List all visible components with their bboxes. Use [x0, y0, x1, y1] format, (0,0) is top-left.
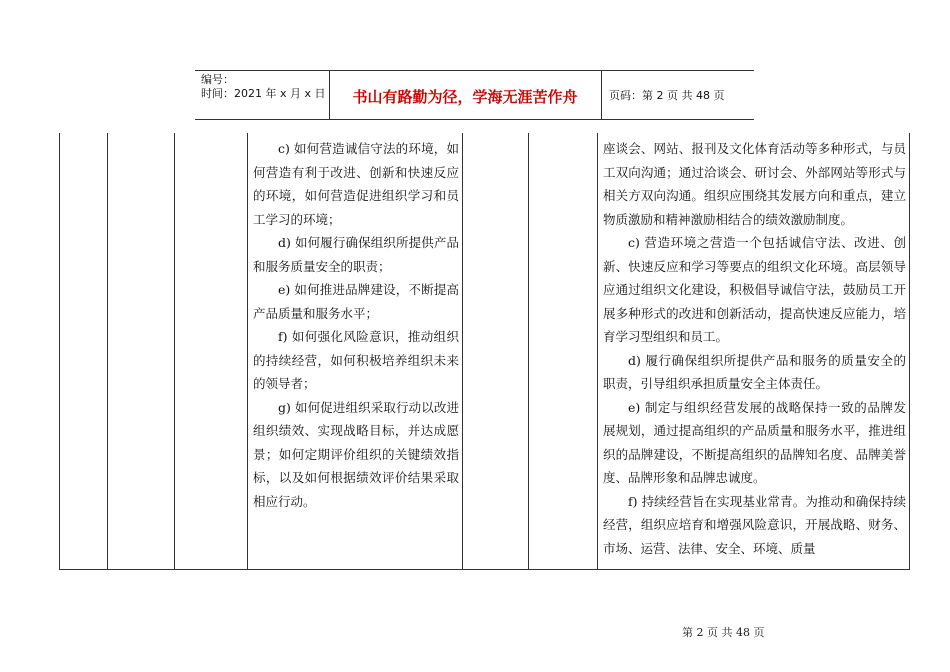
table-column-divider: [462, 133, 463, 569]
explanation-item: f) 持续经营旨在实现基业常青。为推动和确保持续经营，组织应培育和增强风险意识，开展战略、财务、市场、运营、法律、安全、环境、质量: [603, 493, 906, 556]
table-column-divider: [528, 133, 529, 569]
table-column-divider: [597, 133, 598, 569]
table-column-divider: [247, 133, 248, 569]
header-motto: 书山有路勤为径，学海无涯苦作舟: [352, 88, 578, 106]
requirements-column: [253, 137, 459, 513]
requirement-item: d) 如何履行确保组织所提供产品和服务质量安全的职责；: [253, 235, 459, 274]
requirement-item: e) 如何推进品牌建设，不断提高产品质量和服务水平；: [253, 282, 459, 321]
explanation-lead: 座谈会、网站、报刊及文化体育活动等多种形式，与员工双向沟通；通过洽谈会、研讨会、外部网站等形式与相关方双向沟通。组织应围绕其发展方向和重点，建立物质激励和精神激励相结合的绩效激励制度。: [603, 141, 906, 227]
header-meta: [201, 73, 326, 101]
table-column-divider: [107, 133, 108, 569]
requirement-item: g) 如何促进组织采取行动以改进组织绩效、实现战略目标，并达成愿景；如何定期评价组织的关键绩效指标，以及如何根据绩效评价结果采取相应行动。: [253, 399, 459, 509]
header-page-code: 页码：第 2 页 共 48 页: [609, 89, 725, 102]
header-divider-right: [601, 71, 602, 119]
requirement-item: c) 如何营造诚信守法的环境，如何营造有利于改进、创新和快速反应的环境，如何营造促进组织学习和员工学习的环境；: [253, 141, 459, 227]
explanation-item: e) 制定与组织经营发展的战略保持一致的品牌发展规划，通过提高组织的产品质量和服务水平，推进组织的品牌建设，不断提高组织的品牌知名度、品牌美誉度、品牌形象和品牌忠诚度。: [603, 399, 906, 485]
time-label: 时间：2021 年 x 月 x 日: [201, 87, 326, 100]
content-table: [59, 133, 910, 570]
serial-label: 编号：: [201, 73, 234, 86]
page-header: [195, 70, 754, 120]
explanation-column: [603, 137, 906, 560]
explanation-item: c) 营造环境之营造一个包括诚信守法、改进、创新、快速反应和学习等要点的组织文化环境。高层领导应通过组织文化建设，积极倡导诚信守法，鼓励员工开展多种形式的改进和创新活动，提高快速反应能力，培育学习型组织和员工。: [603, 235, 906, 344]
requirement-item: f) 如何强化风险意识，推动组织的持续经营，如何积极培养组织未来的领导者；: [253, 329, 459, 391]
explanation-item: d) 履行确保组织所提供产品和服务的质量安全的职责，引导组织承担质量安全主体责任。: [603, 352, 906, 391]
table-column-divider: [174, 133, 175, 569]
page-footer: 第 2 页 共 48 页: [682, 626, 765, 639]
